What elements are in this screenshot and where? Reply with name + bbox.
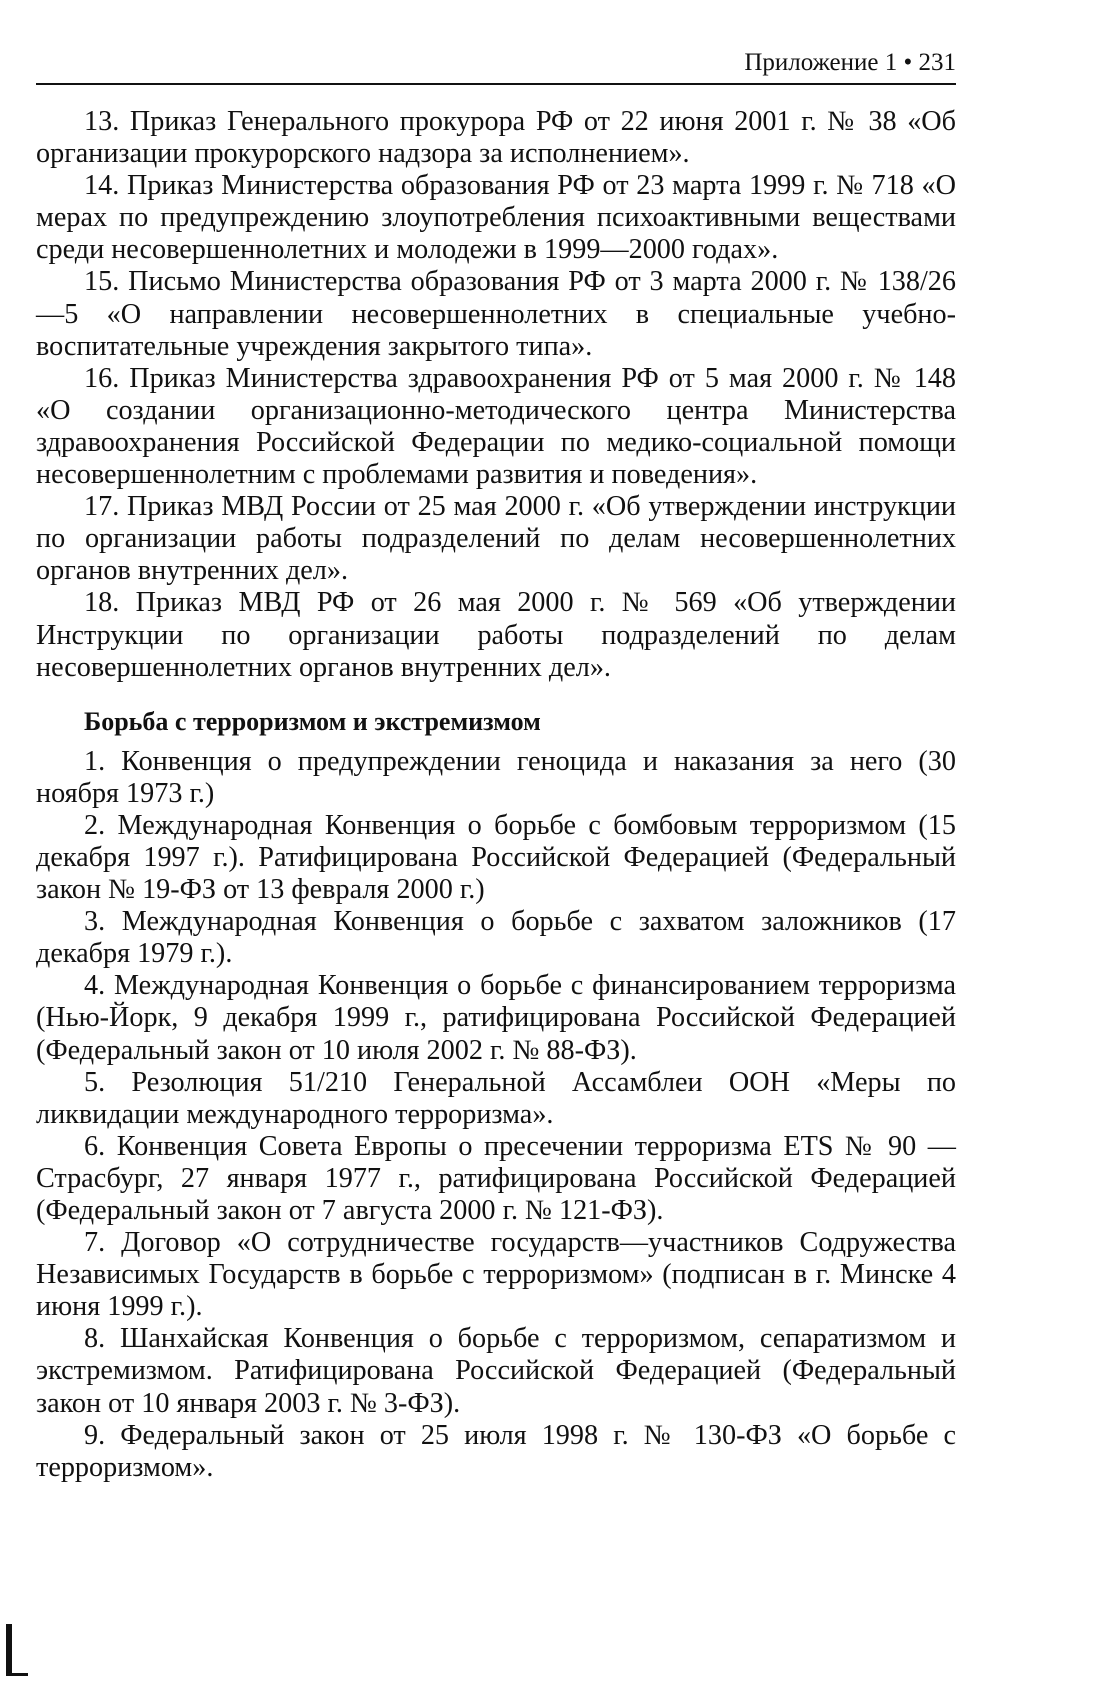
list-item-2: 2. Международная Конвенция о борьбе с бомбовым терроризмом (15 декабря 1997 г.). Ратифицирована Российской Федерацией (Федеральный закон № 19-ФЗ от 13 февраля 2000 г.) — [36, 809, 956, 906]
header-rule — [36, 83, 956, 85]
list-item-13: 13. Приказ Генерального прокурора РФ от 22 июня 2001 г. № 38 «Об организации прокурорского надзора за исполнением». — [36, 106, 956, 170]
list-item-15: 15. Письмо Министерства образования РФ от 3 марта 2000 г. № 138/26—5 «О направлении несовершеннолетних в специальные учебно-воспитательные учреждения закрытого типа». — [36, 266, 956, 362]
list-item-3: 3. Международная Конвенция о борьбе с захватом заложников (17 декабря 1979 г.). — [36, 906, 956, 970]
list-item-9: 9. Федеральный закон от 25 июля 1998 г. № 130-ФЗ «О борьбе с терроризмом». — [36, 1419, 956, 1483]
list-item-5: 5. Резолюция 51/210 Генеральной Ассамблеи ООН «Меры по ликвидации международного терроризма». — [36, 1066, 956, 1130]
list-item-17: 17. Приказ МВД России от 25 мая 2000 г. «Об утверждении инструкции по организации работы подразделений по делам несовершеннолетних органов внутренних дел». — [36, 491, 956, 587]
list-item-4: 4. Международная Конвенция о борьбе с финансированием терроризма (Нью-Йорк, 9 декабря 1999 г., ратифицирована Российской Федерацией (Федеральный закон от 10 июля 2002 г. № 88-ФЗ). — [36, 970, 956, 1066]
list-item-14: 14. Приказ Министерства образования РФ от 23 марта 1999 г. № 718 «О мерах по предупреждению злоупотребления психоактивными веществами среди несовершеннолетних и молодежи в 1999—2000 годах». — [36, 170, 956, 266]
section-heading-terrorism: Борьба с терроризмом и экстремизмом — [84, 706, 541, 736]
running-header: Приложение 1 • 231 — [744, 49, 956, 76]
page-body — [36, 106, 956, 1484]
scan-edge-mark — [6, 1624, 12, 1676]
list-item-18: 18. Приказ МВД РФ от 26 мая 2000 г. № 569 «Об утверждении Инструкции по организации работы подразделений по делам несовершеннолетних органов внутренних дел». — [36, 587, 956, 683]
list-item-8: 8. Шанхайская Конвенция о борьбе с терроризмом, сепаратизмом и экстремизмом. Ратифицирована Российской Федерацией (Федеральный закон от 10 января 2003 г. № 3-ФЗ). — [36, 1323, 956, 1419]
list-item-7: 7. Договор «О сотрудничестве государств—участников Содружества Независимых Государств в борьбе с терроризмом» (подписан в г. Минске 4 июня 1999 г.). — [36, 1227, 956, 1323]
document-page — [36, 0, 956, 1684]
list-item-16: 16. Приказ Министерства здравоохранения РФ от 5 мая 2000 г. № 148 «О создании организационно-методического центра Министерства здравоохранения Российской Федерации по медико-социальной помощи несовершеннолетним с проблемами развития и поведения». — [36, 362, 956, 491]
list-item-6: 6. Конвенция Совета Европы о пресечении терроризма ETS № 90 — Страсбург, 27 января 1977 г., ратифицирована Российской Федерацией (Федеральный закон от 7 августа 2000 г. № 121-ФЗ). — [36, 1130, 956, 1226]
list-item-1: 1. Конвенция о предупреждении геноцида и наказания за него (30 ноября 1973 г.) — [36, 745, 956, 809]
